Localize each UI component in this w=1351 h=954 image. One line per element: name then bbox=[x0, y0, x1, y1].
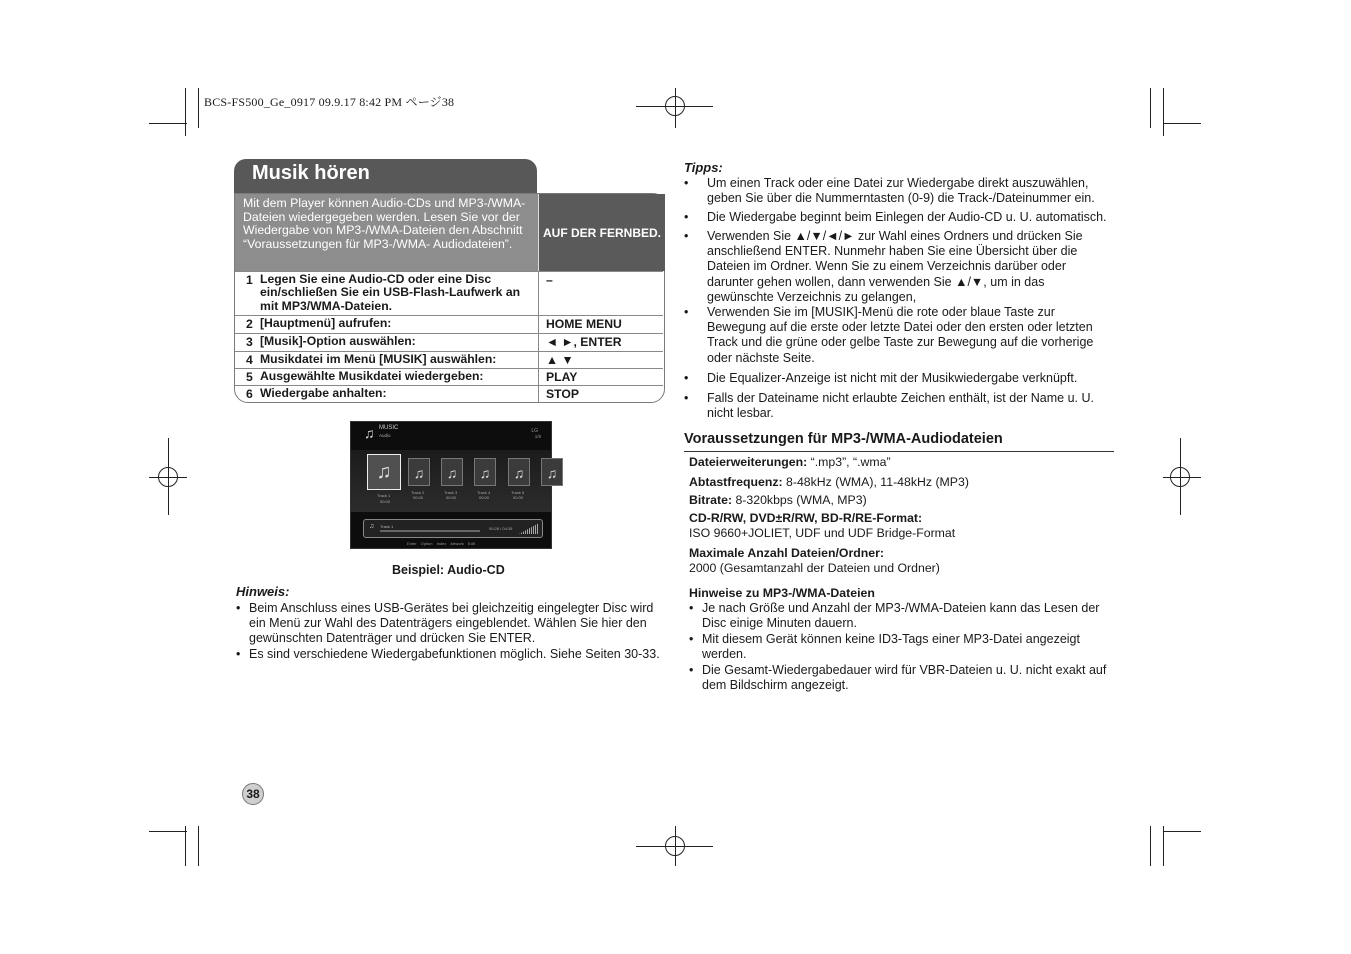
equalizer-icon bbox=[519, 523, 539, 534]
step-key: – bbox=[546, 273, 553, 287]
track-time: 00:00 bbox=[413, 495, 424, 500]
print-slug: BCS-FS500_Ge_0917 09.9.17 8:42 PM ページ38 bbox=[204, 95, 455, 109]
step-text: Ausgewählte Musikdatei wiedergeben: bbox=[260, 369, 484, 383]
item-count: 1/8 bbox=[534, 434, 541, 439]
step-text: Wiedergabe anhalten: bbox=[260, 386, 387, 400]
play-time: 00:28 / 04:35 bbox=[489, 526, 513, 531]
table-row bbox=[235, 368, 663, 385]
disc-format: CD-R/RW, DVD±R/RW, BD-R/RE-Format: bbox=[689, 511, 923, 525]
track-time: 00:00 bbox=[479, 495, 490, 500]
hinweis-heading: Hinweis: bbox=[236, 584, 290, 599]
now-playing-bar bbox=[363, 519, 543, 538]
figure-caption: Beispiel: Audio-CD bbox=[392, 563, 505, 577]
step-text: Legen Sie eine Audio-CD oder eine Disc ein/schließen Sie ein USB-Flash-Laufwerk an mit MP3/WMA-Dateien. bbox=[260, 272, 521, 313]
music-file-icon: ♫ bbox=[367, 454, 401, 490]
track-carousel bbox=[351, 450, 558, 512]
music-file-icon: ♫ bbox=[408, 458, 430, 486]
step-key: PLAY bbox=[546, 370, 578, 384]
heading-rule bbox=[684, 451, 1114, 452]
menu-footer: Enter Option Index Artwork Edit bbox=[407, 541, 475, 546]
track-label: Track 3 bbox=[444, 490, 458, 495]
remote-column-header: AUF DER FERNBED. bbox=[538, 194, 665, 271]
table-row bbox=[235, 271, 663, 315]
menu-subtitle: Audio bbox=[379, 433, 391, 438]
step-key: ◄ ►, ENTER bbox=[546, 335, 622, 349]
music-menu-screenshot bbox=[350, 421, 558, 549]
now-playing-title: Track 1 bbox=[380, 524, 394, 529]
music-file-icon: ♫ bbox=[474, 458, 496, 486]
max-files: Maximale Anzahl Dateien/Ordner: bbox=[689, 546, 884, 560]
music-file-icon: ♫ bbox=[441, 458, 463, 486]
step-number: 4 bbox=[246, 353, 253, 367]
step-number: 2 bbox=[246, 317, 253, 331]
table-row bbox=[235, 315, 663, 333]
table-row bbox=[235, 351, 663, 368]
tipps-heading: Tipps: bbox=[684, 160, 723, 175]
music-file-icon: ♫ bbox=[541, 458, 563, 486]
instruction-table bbox=[234, 193, 665, 403]
max-files-value: 2000 (Gesamtanzahl der Dateien und Ordner) bbox=[689, 561, 940, 575]
step-text: [Musik]-Option auswählen: bbox=[260, 334, 416, 348]
brand-logo: LG bbox=[531, 428, 538, 434]
notes-heading: Hinweise zu MP3-/WMA-Dateien bbox=[689, 586, 875, 600]
list-item: • Es sind verschiedene Wiedergabefunktionen möglich. Siehe Seiten 30-33. bbox=[236, 647, 660, 661]
section-heading: Voraussetzungen für MP3-/WMA-Audiodateien bbox=[684, 431, 1003, 447]
bitrate: Bitrate: 8-320kbps (WMA, MP3) bbox=[689, 493, 867, 507]
intro-text: Mit dem Player können Audio-CDs und MP3-/WMA-Dateien wiedergegeben werden. Lesen Sie vor der Wiedergabe von MP3-/WMA-Dateien den Abschnitt “Voraussetzungen für MP3-/WMA- Audiodateien”. bbox=[235, 194, 538, 271]
step-text: [Hauptmenü] aufrufen: bbox=[260, 316, 392, 330]
track-time: 00:00 bbox=[513, 495, 524, 500]
step-number: 1 bbox=[246, 273, 253, 287]
menu-title: MUSIC bbox=[379, 425, 399, 431]
step-number: 5 bbox=[246, 370, 253, 384]
step-key: STOP bbox=[546, 387, 579, 401]
progress-bar bbox=[380, 530, 480, 532]
table-row bbox=[235, 385, 663, 402]
track-label: Track 2 bbox=[411, 490, 425, 495]
music-file-icon: ♫ bbox=[508, 458, 530, 486]
page-number: 38 bbox=[242, 783, 264, 805]
step-number: 6 bbox=[246, 387, 253, 401]
track-label: Track 1 bbox=[377, 493, 391, 498]
table-row bbox=[235, 333, 663, 351]
disc-format-value: ISO 9660+JOLIET, UDF und UDF Bridge-Format bbox=[689, 526, 956, 540]
step-number: 3 bbox=[246, 335, 253, 349]
track-time: 00:00 bbox=[446, 495, 457, 500]
step-key: HOME MENU bbox=[546, 317, 622, 331]
file-extensions: Dateierweiterungen: “.mp3”, “.wma” bbox=[689, 455, 891, 469]
step-key: ▲ ▼ bbox=[546, 353, 574, 367]
track-time: 00:00 bbox=[380, 499, 391, 504]
track-label: Track 4 bbox=[477, 490, 491, 495]
music-note-icon: ♫ bbox=[364, 425, 375, 441]
list-item: • Beim Anschluss eines USB-Gerätes bei gleichzeitig eingelegter Disc wird ein Menü zur Wahl des Datenträgers eingeblendet. Wählen Sie hier den gewünschten Datenträger und drücken Sie ENTER. bbox=[236, 601, 654, 646]
music-note-icon: ♫ bbox=[369, 523, 375, 530]
page-title: Musik hören bbox=[234, 159, 537, 193]
sampling-frequency: Abtastfrequenz: 8-48kHz (WMA), 11-48kHz (MP3) bbox=[689, 475, 969, 489]
track-label: Track 5 bbox=[511, 490, 525, 495]
step-text: Musikdatei im Menü [MUSIK] auswählen: bbox=[260, 352, 497, 366]
